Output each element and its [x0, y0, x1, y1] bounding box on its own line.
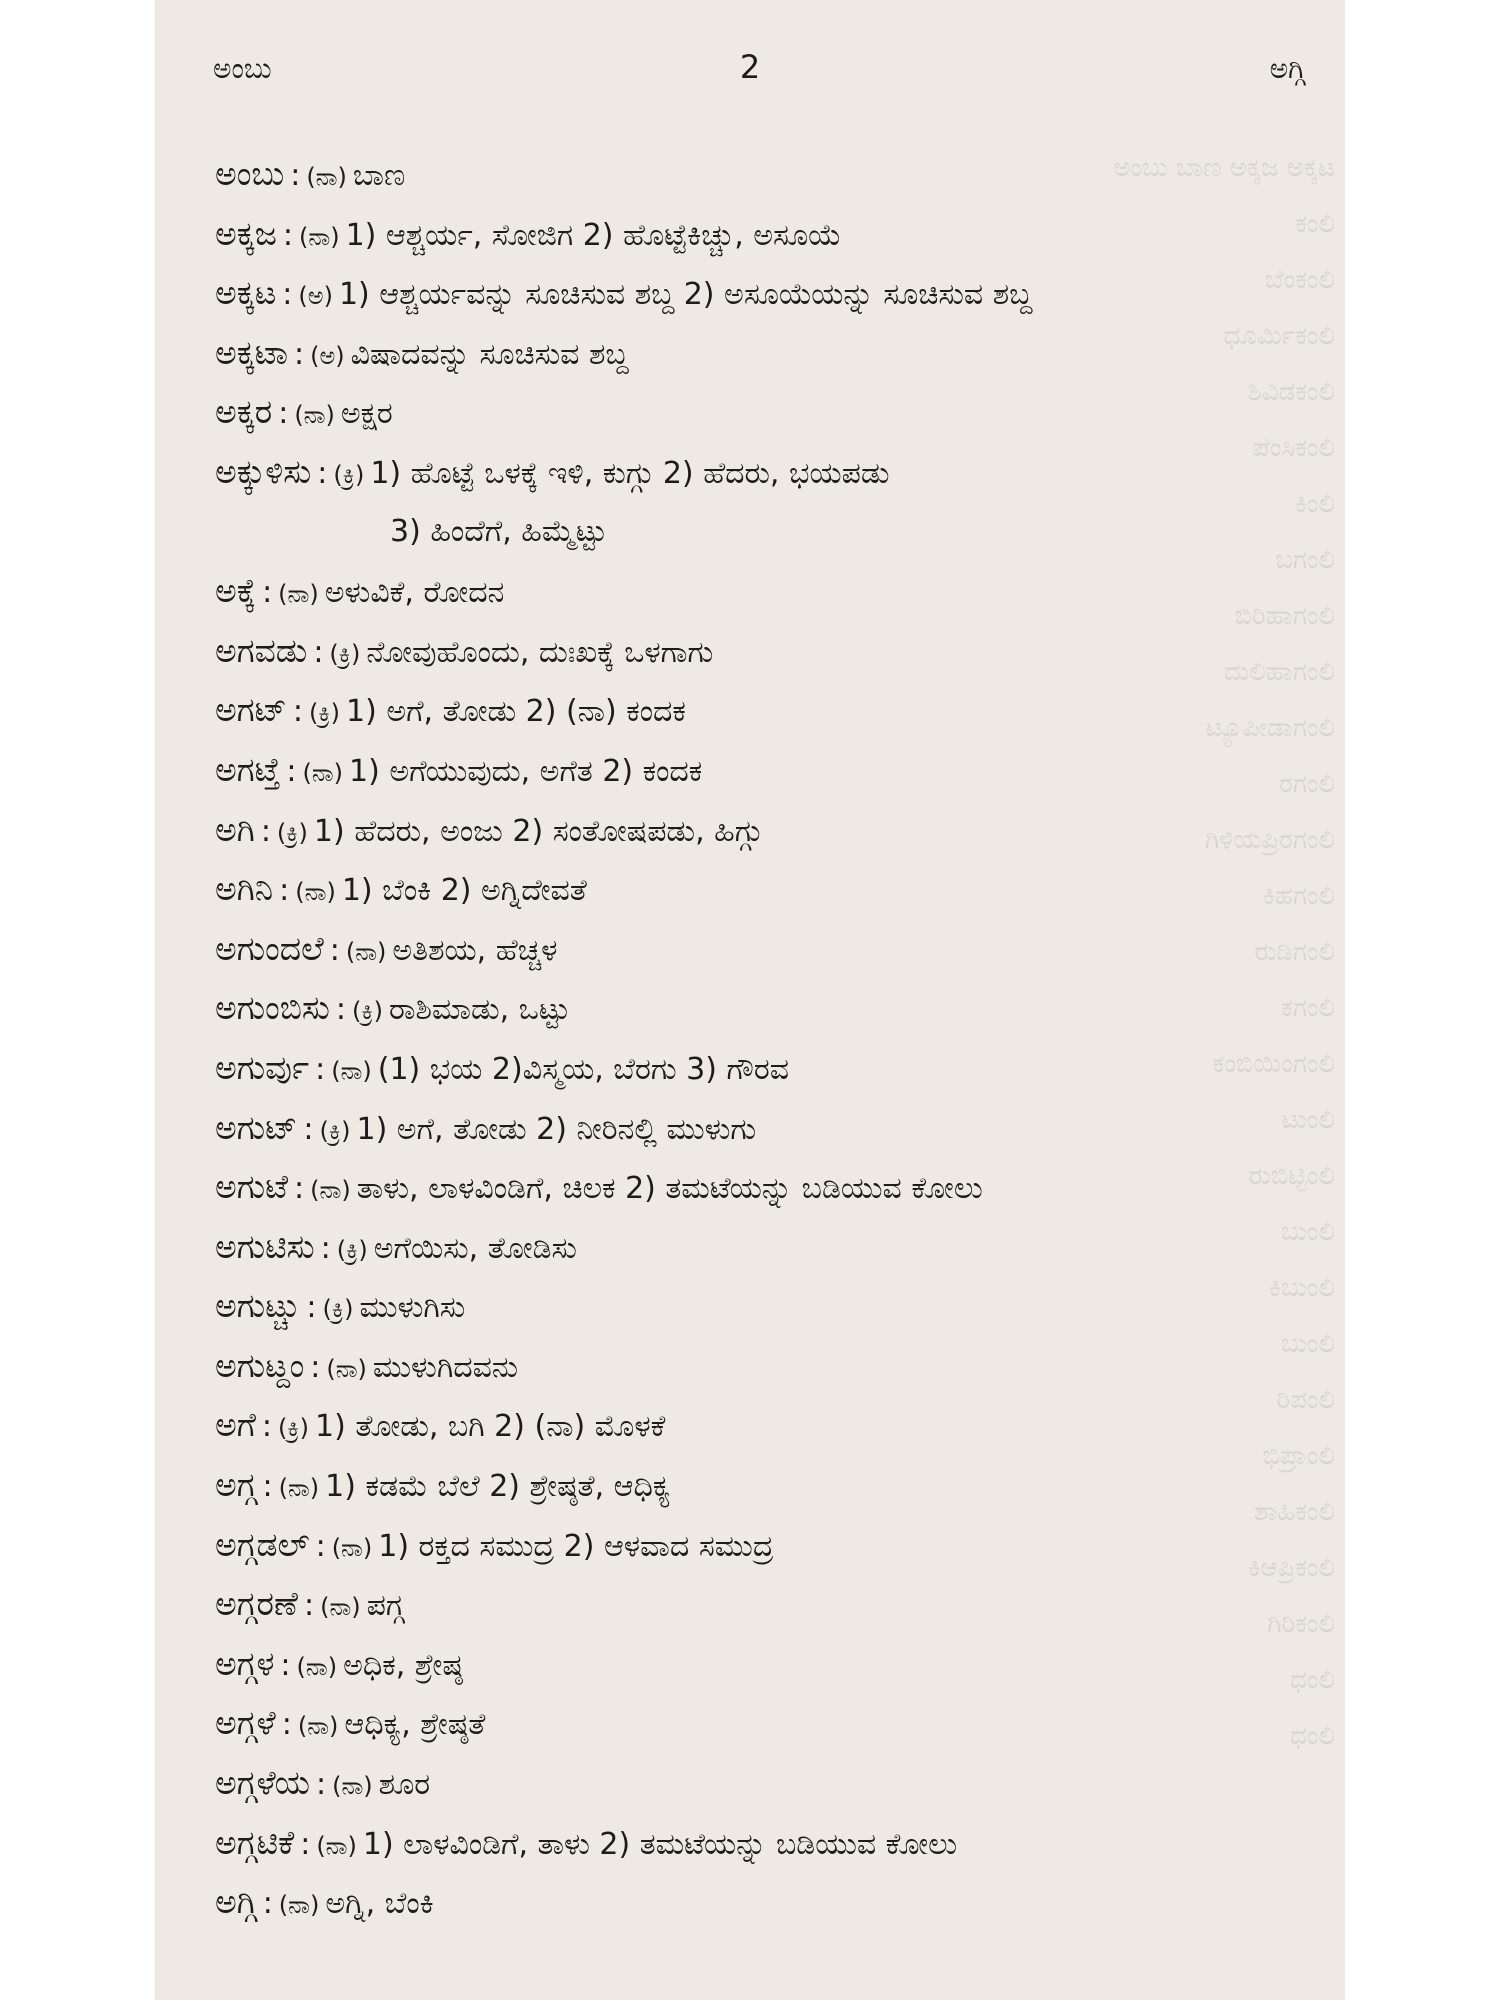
entry-meaning: 1) ಅಗೆ, ತೋಡು 2) ನೀರಿನಲ್ಲಿ ಮುಳುಗು — [356, 1111, 757, 1147]
entry-separator: : — [313, 634, 324, 670]
entry-part-of-speech: (ನಾ) — [302, 758, 343, 787]
dictionary-entry — [215, 978, 1315, 1038]
entry-meaning: ಮುಳುಗಿಸು — [359, 1290, 466, 1326]
entry-meaning: 1) ರಕ್ತದ ಸಮುದ್ರ 2) ಆಳವಾದ ಸಮುದ್ರ — [378, 1528, 774, 1564]
entry-meaning: 1) ಅಗೆ, ತೋಡು 2) (ನಾ) ಕಂದಕ — [346, 694, 686, 730]
dictionary-entry — [215, 1098, 1315, 1158]
page-header — [155, 44, 1345, 94]
entry-separator: : — [316, 1767, 327, 1803]
entry-part-of-speech: (ನಾ) — [332, 1772, 373, 1801]
dictionary-entry — [215, 1038, 1315, 1098]
entry-headword: ಅಗುರ್ವು — [215, 1047, 310, 1087]
entry-headword: ಅಗುಂಬಿಸು — [215, 988, 330, 1028]
entry-meaning: ಮುಳುಗಿದವನು — [372, 1349, 519, 1385]
dictionary-entry — [215, 740, 1315, 800]
entry-meaning: ಅತಿಶಯ, ಹೆಚ್ಚಳ — [392, 932, 558, 968]
dictionary-entry — [215, 1455, 1315, 1515]
entry-meaning: ವಿಷಾದವನ್ನು ಸೂಚಿಸುವ ಶಬ್ದ — [350, 336, 629, 372]
entry-meaning: ಅಗ್ನಿ, ಬೆಂಕಿ — [325, 1886, 434, 1922]
entry-part-of-speech: (ನಾ) — [306, 163, 347, 191]
entry-separator: : — [280, 1647, 291, 1683]
entry-meaning: 1) ತೋಡು, ಬಗಿ 2) (ನಾ) ಮೊಳಕೆ — [315, 1409, 666, 1445]
entry-part-of-speech: (ಕ್ರಿ) — [278, 1414, 309, 1443]
dictionary-entry — [215, 680, 1315, 740]
entry-separator: : — [278, 396, 289, 432]
entry-separator: : — [320, 1230, 331, 1266]
header-first-word: ಅಂಬು — [213, 52, 272, 85]
entry-meaning: (1) ಭಯ 2)ವಿಸ್ಮಯ, ಬೆರಗು 3) ಗೌರವ — [377, 1051, 790, 1087]
dictionary-entry — [215, 1634, 1315, 1694]
entry-separator: : — [261, 1409, 273, 1445]
dictionary-entry — [215, 561, 1315, 621]
dictionary-entry — [215, 800, 1315, 860]
entry-separator: : — [317, 455, 328, 491]
dictionary-entry — [215, 621, 1315, 681]
dictionary-entry — [215, 204, 1315, 264]
entry-meaning: ಬಾಣ — [352, 158, 406, 193]
entry-part-of-speech: (ಕ್ರಿ) — [319, 1116, 351, 1145]
dictionary-entry — [215, 382, 1315, 442]
entry-separator: : — [282, 277, 293, 313]
entry-separator: : — [260, 813, 271, 849]
entry-headword: ಅಗುಟ್ — [215, 1107, 298, 1147]
entry-headword: ಅಗುಂದಲೆ — [215, 928, 324, 968]
entry-meaning: 1) ಬೆಂಕಿ 2) ಅಗ್ನಿದೇವತೆ — [341, 873, 587, 909]
entry-headword: ಅಗ್ಗ — [215, 1465, 257, 1505]
dictionary-entry — [215, 919, 1315, 979]
entry-headword: ಅಕ್ಕುಳಿಸು — [215, 451, 312, 491]
entry-part-of-speech: (ನಾ) — [316, 1831, 357, 1860]
entry-continuation: 3) ಹಿಂದೆಗೆ, ಹಿಮ್ಮೆಟ್ಟು — [390, 513, 608, 549]
entry-headword: ಅಂಬು — [215, 154, 285, 193]
entry-meaning: ಅಧಿಕ, ಶ್ರೇಷ್ಠ — [343, 1647, 463, 1683]
entry-headword: ಅಗ್ಗಟಿಕೆ — [215, 1822, 295, 1862]
entry-headword: ಅಗ್ಗಳೆ — [215, 1703, 276, 1743]
entry-headword: ಅಗ್ಗಡಲ್ — [215, 1524, 310, 1564]
entry-separator: : — [282, 217, 294, 253]
entry-meaning: ಶೂರ — [378, 1767, 431, 1803]
entry-meaning: 1) ಹೊಟ್ಟೆ ಒಳಕ್ಕೆ ಇಳಿ, ಕುಗ್ಗು 2) ಹೆದರು, ಭಯಪಡು — [370, 455, 890, 491]
entry-separator: : — [292, 694, 304, 730]
dictionary-entry — [215, 1217, 1315, 1277]
entry-headword: ಅಕ್ಕೆ — [215, 571, 257, 611]
dictionary-entry — [215, 1336, 1315, 1396]
entry-headword: ಅಕ್ಕಟ — [215, 273, 277, 313]
dictionary-entry — [215, 1753, 1315, 1813]
entry-headword: ಅಗುಟ್ದಂ — [215, 1345, 305, 1385]
entry-headword: ಅಗುಟ್ಚು — [215, 1286, 301, 1326]
dictionary-entry — [215, 1515, 1315, 1575]
entry-meaning: ರಾಶಿಮಾಡು, ಒಟ್ಟು — [388, 992, 571, 1028]
entry-headword: ಅಕ್ಕಜ — [215, 213, 277, 253]
dictionary-entry — [215, 323, 1315, 383]
entry-separator: : — [281, 1707, 292, 1743]
entry-headword: ಅಗಿ — [215, 809, 255, 849]
entry-part-of-speech: (ನಾ) — [299, 222, 340, 251]
header-last-word: ಅಗ್ಗಿ — [1269, 52, 1305, 85]
entry-meaning: 1) ಆಶ್ಚರ್ಯವನ್ನು ಸೂಚಿಸುವ ಶಬ್ದ 2) ಅಸೂಯೆಯನ್ನು ಸೂಚಿಸುವ ಶಬ್ದ — [338, 277, 1033, 313]
entry-separator: : — [310, 1349, 321, 1385]
entry-meaning: ತಾಳು, ಲಾಳವಿಂಡಿಗೆ, ಚಿಲಕ 2) ತಮಟೆಯನ್ನು ಬಡಿಯುವ ಕೋಲು — [356, 1171, 983, 1207]
entry-separator: : — [315, 1528, 326, 1564]
dictionary-page — [155, 0, 1345, 2000]
entry-headword: ಅಕ್ಕಟಾ — [215, 332, 288, 372]
entry-separator: : — [303, 1588, 315, 1624]
entry-part-of-speech: (ನಾ) — [278, 580, 319, 609]
entry-part-of-speech: (ಅ) — [310, 341, 345, 370]
dictionary-entry — [215, 1395, 1315, 1455]
entry-headword: ಅಕ್ಕರ — [215, 392, 273, 432]
entry-separator: : — [303, 1111, 314, 1147]
entry-part-of-speech: (ಕ್ರಿ) — [276, 818, 308, 847]
entry-list — [215, 144, 1315, 1932]
entry-separator: : — [262, 1469, 273, 1505]
entry-part-of-speech: (ಕ್ರಿ) — [329, 639, 361, 668]
entry-meaning: ಅಕ್ಷರ — [340, 396, 393, 432]
entry-headword: ಅಗಟ್ತೆ — [215, 749, 281, 789]
entry-part-of-speech: (ಕ್ರಿ) — [352, 997, 383, 1026]
dictionary-entry — [215, 263, 1315, 323]
entry-part-of-speech: (ನಾ) — [331, 1533, 373, 1562]
entry-headword: ಅಗವಡು — [215, 630, 308, 670]
entry-headword: ಅಗಿನಿ — [215, 869, 274, 909]
entry-part-of-speech: (ನಾ) — [278, 1891, 320, 1920]
dictionary-entry — [215, 502, 1315, 562]
entry-separator: : — [315, 1051, 326, 1087]
entry-part-of-speech: (ಕ್ರಿ) — [309, 699, 340, 728]
entry-part-of-speech: (ಕ್ರಿ) — [333, 460, 365, 489]
entry-separator: : — [306, 1290, 317, 1326]
dictionary-entry — [215, 1276, 1315, 1336]
entry-headword: ಅಗ್ಗಿ — [215, 1882, 257, 1922]
entry-separator: : — [286, 753, 297, 789]
entry-part-of-speech: (ನಾ) — [297, 1712, 339, 1741]
entry-separator: : — [262, 1886, 273, 1922]
entry-part-of-speech: (ನಾ) — [294, 401, 335, 430]
entry-meaning: ಅಳುವಿಕೆ, ರೋದನ — [324, 575, 505, 611]
entry-headword: ಅಗ್ಗಳೆಯ — [215, 1763, 311, 1803]
dictionary-entry — [215, 1157, 1315, 1217]
dictionary-entry — [215, 1872, 1315, 1932]
entry-headword: ಅಗಟ್ — [215, 690, 287, 730]
entry-separator: : — [329, 932, 340, 968]
entry-separator: : — [294, 1171, 305, 1207]
dictionary-entry — [215, 1574, 1315, 1634]
entry-separator: : — [335, 992, 347, 1028]
entry-meaning: ನೋವುಹೊಂದು, ದುಃಖಕ್ಕೆ ಒಳಗಾಗು — [366, 634, 714, 670]
dictionary-entry — [215, 1813, 1315, 1873]
dictionary-entry — [215, 859, 1315, 919]
bleed-through-text: ಅಂಬು ಬಾಣ ಅಕ್ಕಜ ಅಕ್ಕಟ ಕಂಲಿ ಬೆಂಕಂಲಿ ಧೂರ್ಮಿಕಂಲಿ ಶಿವಿಡಕಂಲಿ ಪೆಂಸಿಕಂಲಿ ಕಿಂಲಿ ಬಗಂಲಿ ಬಿರಿಹಾಗಂಲಿ ದುಲಿಹಾಗಂಲಿ ಟ್ಯೂಪೀಡಾಗಂಲಿ ರಗಂಲಿ ಗಿಳಿಯಪ್ರಿರಗಂಲಿ ಕಿಹಗಂಲಿ ರುಡಿಗಂಲಿ ಕಗಂಲಿ ಕಂಬಿಯಿಂಗಂಲಿ ಟುಂಲಿ ರುಬಿಟ್ಟಿಂಲಿ ಬುಂಲಿ ಕಿಬುಂಲಿ ಬುಂಲಿ ರಿಪಂಲಿ ಭಿಪ್ರಾಂಲಿ ಶಾಹಿಕಂಲಿ ಕಿಆಪ್ರಿಕಂಲಿ ಗಿರಿಕಂಲಿ ಧಂಲಿ ಧಂಲಿ — [1113, 153, 1335, 1751]
entry-meaning: 1) ಅಗೆಯುವುದು, ಅಗೆತ 2) ಕಂದಕ — [349, 753, 703, 789]
entry-part-of-speech: (ನಾ) — [345, 937, 387, 966]
entry-part-of-speech: (ನಾ) — [331, 1056, 372, 1085]
entry-meaning: ಆಧಿಕ್ಯ, ಶ್ರೇಷ್ಠತೆ — [344, 1707, 486, 1743]
entry-part-of-speech: (ನಾ) — [278, 1474, 320, 1503]
entry-meaning: ಅಗೆಯಿಸು, ತೋಡಿಸು — [373, 1230, 577, 1266]
entry-headword: ಅಗ್ಗಳ — [215, 1643, 275, 1683]
entry-part-of-speech: (ಅ) — [298, 282, 333, 311]
entry-part-of-speech: (ನಾ) — [320, 1593, 361, 1622]
entry-meaning: 1) ಆಶ್ಚರ್ಯ, ಸೋಜಿಗ 2) ಹೊಟ್ಟೆಕಿಚ್ಚು, ಅಸೂಯೆ — [345, 217, 842, 253]
page-number: 2 — [739, 48, 761, 86]
entry-separator: : — [294, 336, 305, 372]
entry-meaning: 1) ಹೆದರು, ಅಂಜು 2) ಸಂತೋಷಪಡು, ಹಿಗ್ಗು — [313, 813, 763, 849]
entry-part-of-speech: (ಕ್ರಿ) — [336, 1235, 368, 1264]
entry-meaning: ಪಗ್ಗ — [366, 1588, 404, 1624]
entry-headword: ಅಗ್ಗರಣೆ — [215, 1584, 298, 1624]
dictionary-entry — [215, 1693, 1315, 1753]
entry-part-of-speech: (ನಾ) — [326, 1354, 367, 1383]
entry-meaning: 1) ಲಾಳವಿಂಡಿಗೆ, ತಾಳು 2) ತಮಟೆಯನ್ನು ಬಡಿಯುವ ಕೋಲು — [362, 1826, 958, 1862]
entry-separator: : — [290, 158, 301, 193]
entry-headword: ಅಗುಟಿಸು — [215, 1226, 315, 1266]
entry-separator: : — [300, 1826, 311, 1862]
entry-part-of-speech: (ನಾ) — [310, 1176, 351, 1205]
entry-part-of-speech: (ಕ್ರಿ) — [322, 1295, 354, 1324]
dictionary-entry — [215, 144, 1315, 204]
entry-headword: ಅಗೆ — [215, 1405, 256, 1445]
entry-part-of-speech: (ನಾ) — [295, 878, 336, 907]
entry-separator: : — [262, 575, 273, 611]
entry-meaning: 1) ಕಡಮೆ ಬೆಲೆ 2) ಶ್ರೇಷ್ಠತೆ, ಆಧಿಕ್ಯ — [325, 1469, 671, 1505]
entry-part-of-speech: (ನಾ) — [296, 1652, 338, 1681]
entry-headword: ಅಗುಟೆ — [215, 1167, 289, 1207]
entry-separator: : — [279, 873, 290, 909]
dictionary-entry — [215, 442, 1315, 502]
